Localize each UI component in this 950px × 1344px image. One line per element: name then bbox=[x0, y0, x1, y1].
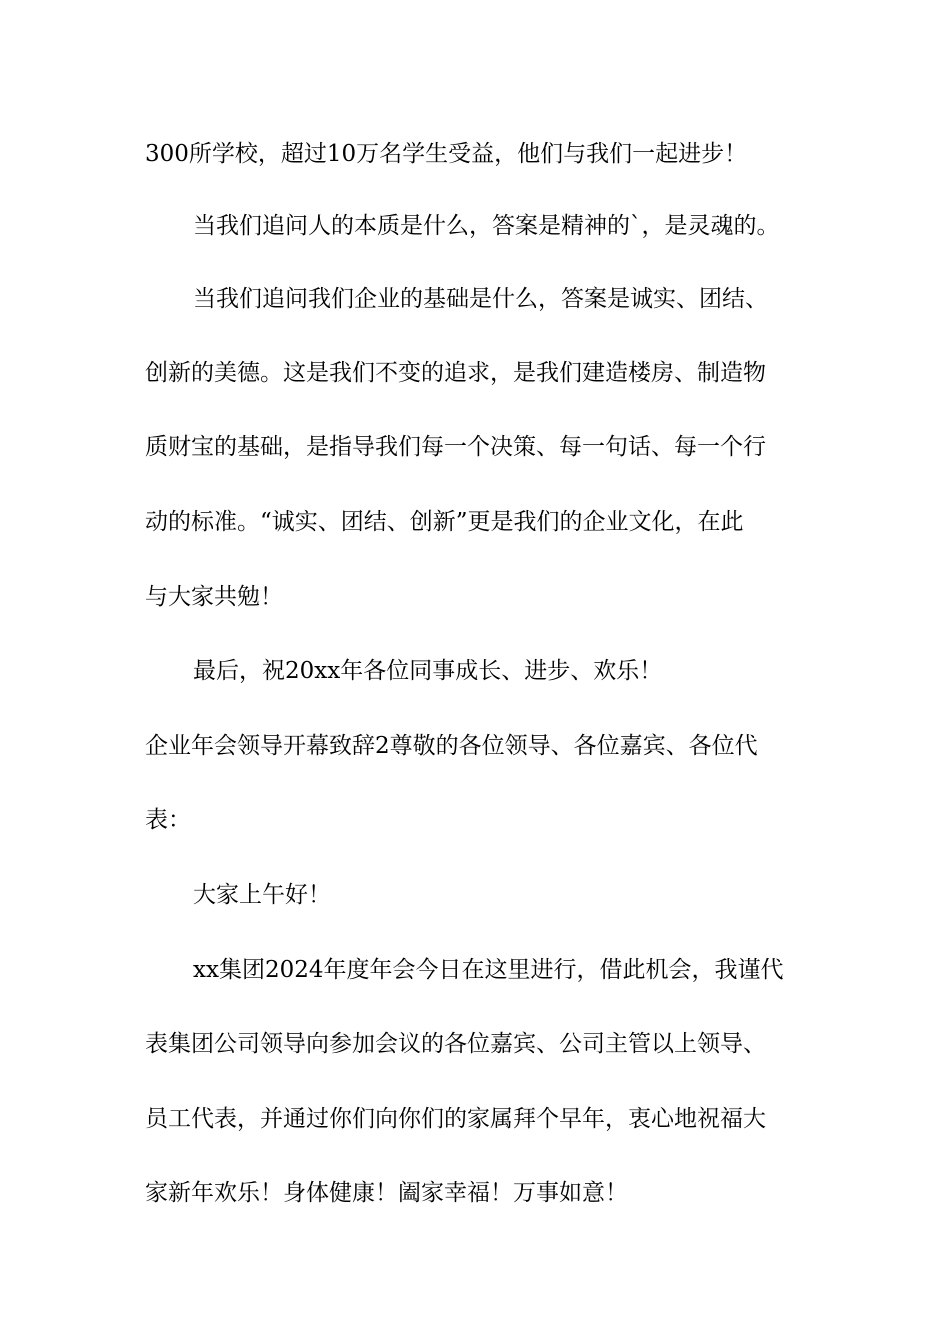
text-line: 最后，祝20xx年各位同事成长、进步、欢乐！ bbox=[193, 658, 663, 684]
text-line: 动的标准。“诚实、团结、创新”更是我们的企业文化，在此 bbox=[145, 509, 744, 535]
text-line: 企业年会领导开幕致辞2尊敬的各位领导、各位嘉宾、各位代 bbox=[145, 733, 758, 759]
text-line: 创新的美德。这是我们不变的追求，是我们建造楼房、制造物 bbox=[145, 360, 766, 386]
text-line: 员工代表，并通过你们向你们的家属拜个早年，衷心地祝福大 bbox=[145, 1106, 766, 1132]
text-line: xx集团2024年度年会今日在这里进行，借此机会，我谨代 bbox=[193, 957, 784, 983]
text-line: 家新年欢乐！身体健康！阖家幸福！万事如意！ bbox=[145, 1180, 628, 1206]
text-line: 质财宝的基础，是指导我们每一个决策、每一句话、每一个行 bbox=[145, 434, 766, 460]
text-line: 大家上午好！ bbox=[193, 882, 331, 908]
text-line: 表： bbox=[145, 807, 191, 833]
text-line: 300所学校，超过10万名学生受益，他们与我们一起进步！ bbox=[145, 141, 748, 167]
text-line: 当我们追问人的本质是什么，答案是精神的`，是灵魂的。 bbox=[193, 213, 780, 239]
text-line: 表集团公司领导向参加会议的各位嘉宾、公司主管以上领导、 bbox=[145, 1031, 766, 1057]
text-line: 当我们追问我们企业的基础是什么，答案是诚实、团结、 bbox=[193, 286, 768, 312]
text-line: 与大家共勉！ bbox=[145, 584, 283, 610]
